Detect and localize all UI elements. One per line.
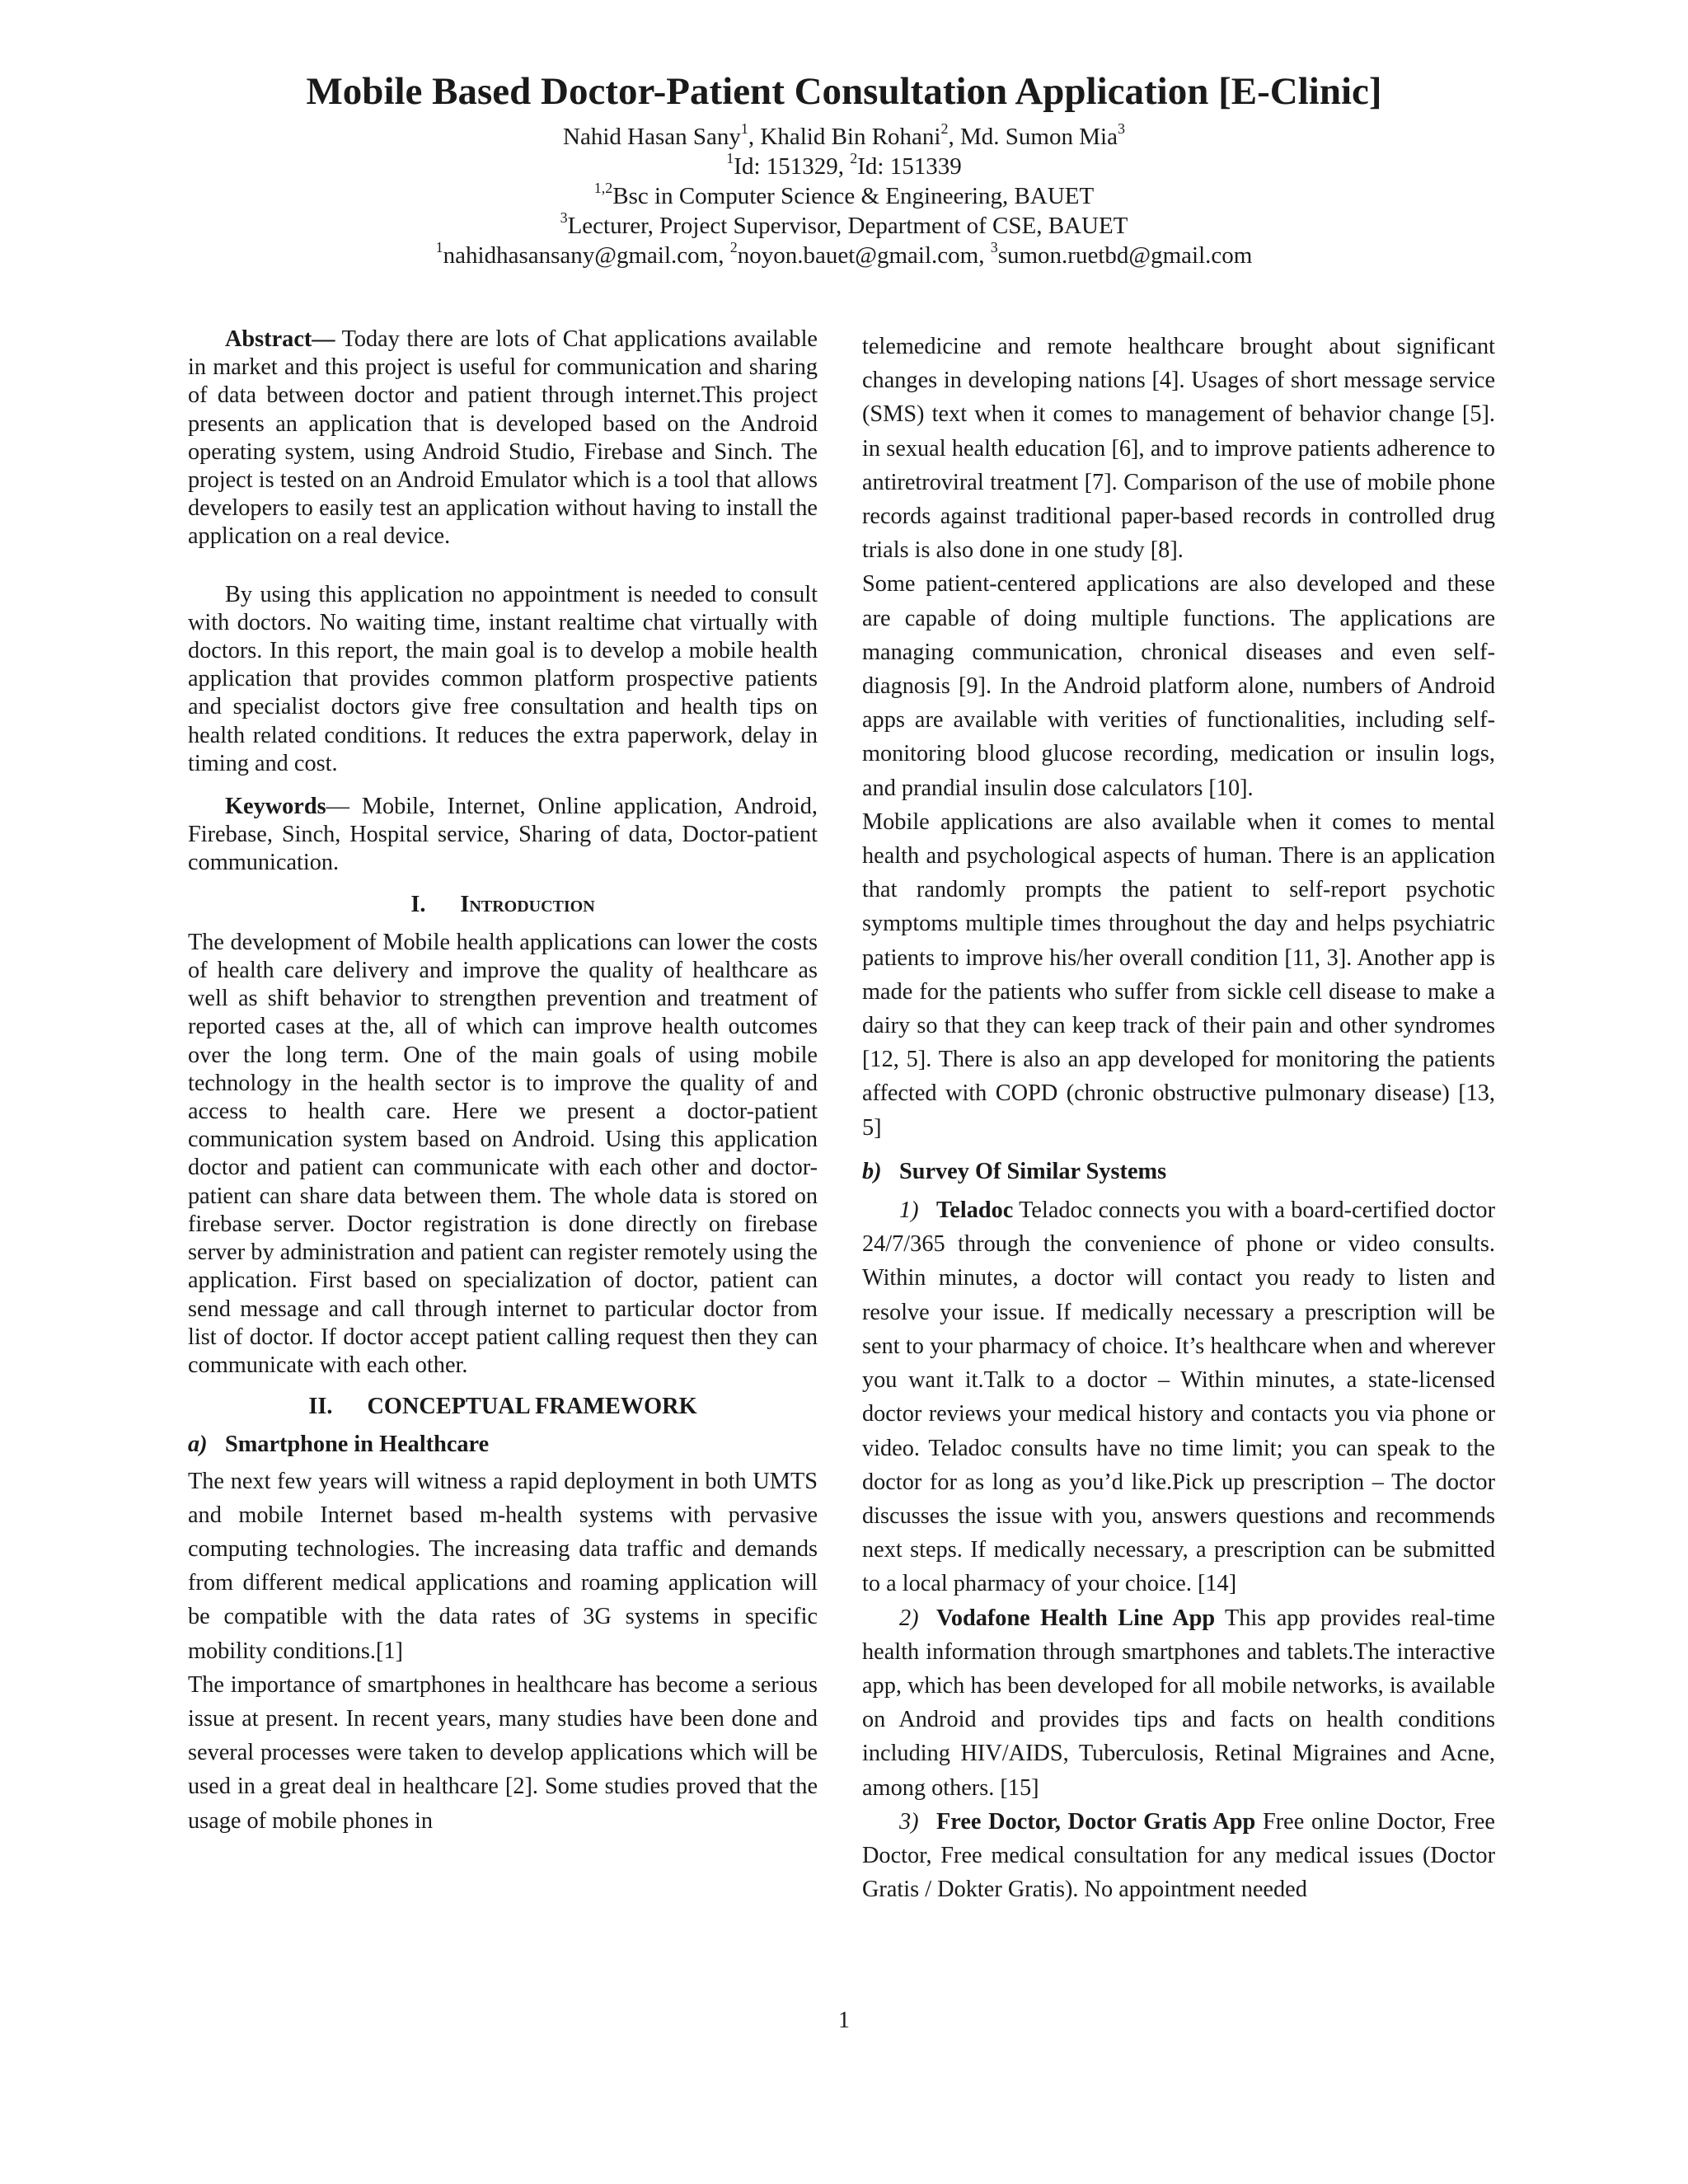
affiliation-sup: 1,2 [593, 180, 613, 197]
subsection-title: Smartphone in Healthcare [225, 1432, 490, 1458]
section-title: CONCEPTUAL FRAMEWORK [367, 1394, 697, 1420]
author-line [0, 122, 1688, 152]
section-heading-introduction [188, 891, 818, 919]
item-text: Free online Doctor, Free Doctor, Free medical consultation for any medical issues (Doctor Gratis / Dokter Gratis). No appointment needed [862, 1808, 1495, 1903]
section-heading-conceptual-framework [188, 1393, 818, 1421]
paragraph-gap [188, 551, 818, 581]
email-text[interactable]: noyon.bauet@gmail.com, [737, 242, 991, 269]
paper-header [0, 68, 1688, 270]
abstract-text: Today there are lots of Chat applications available in market and this project is useful for communication and sharing of data between doctor and patient through internet.This project presents an application that is developed based on the Android operating system, using Android Studio, Firebase and Sinch. The project is tested on an Android Emulator which is a tool that allows developers to easily test an application without having to install the application on a real device. [188, 326, 818, 550]
email-line [0, 241, 1688, 270]
survey-item-free-doctor [862, 1805, 1495, 1907]
email-text[interactable]: sumon.ruetbd@gmail.com [997, 242, 1253, 269]
smartphone-paragraph-2: The importance of smartphones in healthcare has become a serious issue at present. In recent years, many studies have been done and several processes were taken to develop applications which will be used in a great deal in healthcare [2]. Some studies proved that the usage of mobile phones in [188, 1671, 818, 1834]
item-number: 3) [899, 1808, 919, 1835]
item-number: 1) [899, 1197, 919, 1224]
page-number: 1 [838, 2008, 850, 2033]
right-paragraph-3: Mobile applications are also available when it comes to mental health and psychological aspects of human. There is an application that randomly prompts the patient to self-report psychotic symptoms multiple times throughout the day and helps psychiatric patients to improve his/her overall condition [11, 3]. Another app is made for the patients who suffer from sickle cell disease to make a dairy so that they can keep track of their pain and other syndromes [12, 5]. There is also an app developed for monitoring the patients affected with COPD (chronic obstructive pulmonary disease) [13, 5] [862, 808, 1495, 1141]
affiliation-sup: 3 [560, 209, 568, 227]
author-name: Nahid Hasan Sany [563, 124, 741, 150]
subsection-heading-survey [862, 1155, 1495, 1188]
author-separator: , [948, 124, 960, 150]
id-text: Id: 151339 [857, 153, 962, 180]
abstract-label: Abstract— [225, 326, 335, 352]
id-sup: 2 [850, 150, 858, 167]
keywords-label: Keywords [225, 794, 326, 820]
subsection-heading-smartphone [188, 1431, 818, 1459]
paragraph-gap [188, 778, 818, 793]
email-sup: 1 [435, 239, 443, 256]
right-column [862, 330, 1495, 1906]
affiliation-text: Bsc in Computer Science & Engineering, BAUET [612, 183, 1095, 209]
section-title: Introduction [460, 891, 595, 917]
affiliation-text: Lecturer, Project Supervisor, Department of CSE, BAUET [567, 213, 1128, 239]
id-text: Id: 151329, [734, 153, 851, 180]
author-sup: 1 [740, 120, 748, 138]
keywords-paragraph [188, 793, 818, 878]
email-sup: 2 [729, 239, 738, 256]
abstract-paragraph-2: By using this application no appointment is needed to consult with doctors. No waiting time, instant realtime chat virtually with doctors. In this report, the main goal is to develop a mobile health application that provides common platform prospective patients and specialist doctors give free consultation and health tips on health related conditions. It reduces the extra paperwork, delay in timing and cost. [188, 581, 818, 776]
item-title: Vodafone Health Line App [936, 1605, 1216, 1631]
left-column [188, 326, 818, 1838]
author-sup: 3 [1117, 120, 1125, 138]
email-text[interactable]: nahidhasansany@gmail.com, [443, 242, 730, 269]
subsection-letter: b) [862, 1158, 882, 1184]
item-title: Teladoc [936, 1197, 1014, 1224]
author-sup: 2 [940, 120, 949, 138]
item-text: This app provides real-time health information through smartphones and tablets.The interactive app, which has been developed for all mobile networks, is available on Android and provides tips and facts on health conditions including HIV/AIDS, Tuberculosis, Retinal Migraines and Acne, among others. [15] [862, 1605, 1495, 1801]
item-title: Free Doctor, Doctor Gratis App [936, 1808, 1256, 1835]
paper-title: Mobile Based Doctor-Patient Consultation Application [E-Clinic] [306, 70, 1382, 113]
survey-item-teladoc [862, 1193, 1495, 1601]
item-number: 2) [899, 1605, 919, 1631]
introduction-paragraph: The development of Mobile health applications can lower the costs of health care delivery and improve the quality of healthcare as well as shift behavior to strengthen prevention and treatment of reported cases at the, all of which can improve health outcomes over the long term. One of the main goals of using mobile technology in the health sector is to improve the quality of and access to health care. Here we present a doctor-patient communication system based on Android. Using this application doctor and patient can communicate with each other and doctor-patient can share data between them. The whole data is stored on firebase server. Doctor registration is done directly on firebase server by administration and patient can register remotely using the application. First based on specialization of doctor, patient can send message and call through internet to particular doctor from list of doctor. If doctor accept patient calling request then they can communicate with each other. [188, 929, 818, 1378]
right-paragraph-1: telemedicine and remote healthcare brought about significant changes in developing nations [4]. Usages of short message service (SMS) text when it comes to management of behavior change [5]. in sexual health education [6], and to improve patients adherence to antiretroviral treatment [7]. Comparison of the use of mobile phone records against traditional paper-based records in controlled drug trials is also done in one study [8]. [862, 334, 1495, 564]
abstract-paragraph [188, 326, 818, 551]
author-name: Md. Sumon Mia [960, 124, 1118, 150]
email-sup: 3 [990, 239, 998, 256]
survey-item-vodafone [862, 1601, 1495, 1805]
author-separator: , [748, 124, 761, 150]
author-name: Khalid Bin Rohani [760, 124, 941, 150]
section-number: I. [410, 891, 426, 917]
id-line [0, 152, 1688, 181]
right-paragraph-2: Some patient-centered applications are also developed and these are capable of doing multiple functions. The applications are managing communication, chronical diseases and even self-diagnosis [9]. In the Android platform alone, numbers of Android apps are available with verities of functionalities, including self-monitoring blood glucose recording, medication or insulin logs, and prandial insulin dose calculators [10]. [862, 571, 1495, 801]
smartphone-paragraph-1: The next few years will witness a rapid deployment in both UMTS and mobile Internet based m-health systems with pervasive computing technologies. The increasing data traffic and demands from different medical applications and roaming application will be compatible with the data rates of 3G systems in specific mobility conditions.[1] [188, 1468, 818, 1664]
subsection-letter: a) [188, 1432, 208, 1458]
item-text: Teladoc connects you with a board-certified doctor 24/7/365 through the convenience of phone or video consults. Within minutes, a doctor will contact you ready to listen and resolve your issue. If medically necessary a prescription will be sent to your pharmacy of choice. It’s healthcare when and wherever you want it.Talk to a doctor – Within minutes, a state-licensed doctor reviews your medical history and contacts you via phone or video. Teladoc consults have no time limit; you can speak to the doctor for as long as you’d like.Pick up prescription – The doctor discusses the issue with you, answers questions and recommends next steps. If medically necessary, a prescription can be submitted to a local pharmacy of your choice. [14] [862, 1197, 1495, 1597]
id-sup: 1 [726, 150, 734, 167]
affiliation-line [0, 211, 1688, 241]
affiliation-line [0, 181, 1688, 211]
section-number: II. [308, 1394, 333, 1420]
subsection-title: Survey Of Similar Systems [899, 1158, 1167, 1184]
keywords-text: — Mobile, Internet, Online application, Android, Firebase, Sinch, Hospital service, Sharing of data, Doctor-patient communication. [188, 794, 818, 876]
